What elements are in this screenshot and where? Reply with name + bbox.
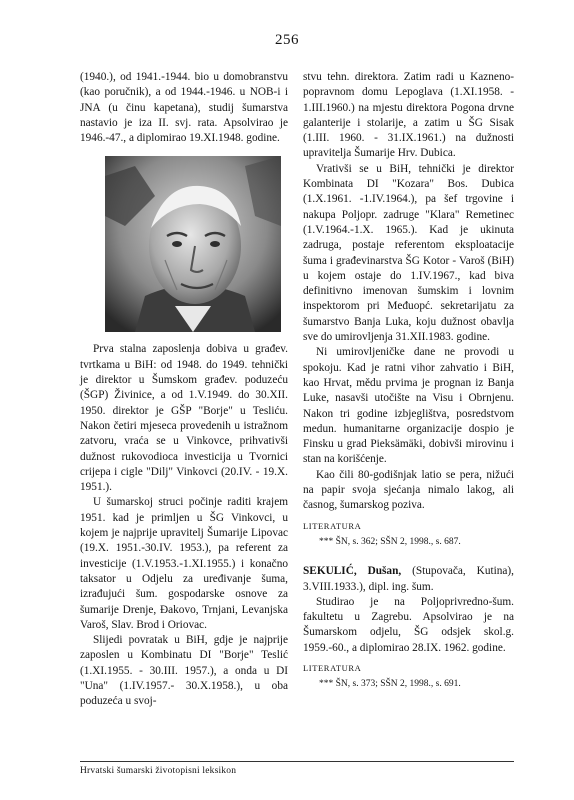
paragraph-forestry-career: U šumarskoj struci počinje raditi krajem 1951. kad je primljen u ŠG Vinkovci, u kojem je najprije upravitelj Šumarije Lipovac (19.X. 1951.-30.IV. 1953.), pa referent za investicije (1.V.1953.-1.XI.1955.) i konačno taksator u Odjelu za uređivanje šuma, izrađujući šum. gospodarske osnove za šumarije Drenje, Đakovo, Trnjani, Levanjska Varoš, Slav. Brod i Oriovac. — [80, 496, 288, 631]
paragraph-employment: Prva stalna zaposlenja dobiva u građev. tvrtkama u BiH: od 1948. do 1949. tehnički je direktor u Šumskom građev. poduzeću (ŠGP) Živinice, a od 1.V.1949. do 30.XII. 1950. direktor je GŠP "Borje" u Tesliću. Nakon četiri mjeseca provedenih u istražnom zatvoru, vraća se u Vinkovce, prihvativši dužnost rukovodioca investicija u Tvornici crijepa i cigle "Dilj" Vinkovci (20.IV. - 19.X. 1951.). — [80, 343, 288, 494]
left-column — [80, 70, 288, 710]
entry-body: Studirao je na Poljoprivredno-šum. fakultetu u Zagrebu. Apsolvirao je na Šumarskom odjelu, ŠG odsjek skol.g. 1959.-60., a diplomirao 28.IX. 1962. godine. — [303, 595, 514, 654]
entry-sekulic — [303, 564, 514, 595]
paragraph-career-start: (1940.), od 1941.-1944. bio u domobranstvu (kao poručnik), a od 1944.-1946. u NOB-i i JNA (u činu kapetana), studij šumarstva nastavio je iza II. svj. rata. Apsolvirao je 1946.-47., a diplomirao 19.XI.1948. godine. — [80, 71, 288, 145]
literature-reference-2: *** ŠN, s. 373; SŠN 2, 1998., s. 691. — [319, 679, 461, 690]
footer-divider — [80, 761, 514, 762]
right-column — [303, 70, 514, 707]
portrait-image — [105, 156, 281, 332]
paragraph-return-bih: Slijedi povratak u BiH, gdje je najprije zaposlen u Kombinatu DI "Borje" Teslić (1.XI.1955. - 30.III. 1957.), a onda u DI "Una" (1.IV.1957.- 30.X.1958.), u oba poduzeća u svoj- — [80, 634, 288, 708]
literature-heading-2: LITERATURA — [303, 662, 362, 673]
paragraph-retirement: Ni umirovljeničke dane ne provodi u spokoju. Kad je ratni vihor zahvatio i BiH, kao Hrvat, mědu prvima je prognan iz Banja Luke, nasavši utočište na Visu i Obrnjenu. Nakon tri godine izbjeglištva, posredstvom medun. humanitarne organizacije dospio je Finsku u grad Pieksämäki, dobivši mirovinu i stan na korišćenje. — [303, 346, 514, 466]
entry-intro: (Stupovača, Kutina), 3.VIII.1933.), dipl. ing. šum. — [303, 565, 514, 593]
literature-heading: LITERATURA — [303, 520, 362, 531]
entry-name: SEKULIĆ, Dušan, — [303, 565, 402, 578]
paragraph-continuation: stvu tehn. direktora. Zatim radi u Kazneno-popravnom domu Lepoglava (1.XI.1958. - 1.III.1960.) na mjestu direktora Pogona drvne galanterije i stolarije, a zatim u ŠG Sisak (1.III. 1960. - 31.IX.1961.) na dužnosti upravitelja Šumarije Hrv. Dubica. — [303, 71, 514, 160]
page-number: 256 — [275, 32, 299, 48]
paragraph-memoirs: Kao čili 80-godišnjak latio se pera, nižući na papir svoja sjećanja nimalo lakog, ali časnog, šumarskog poziva. — [303, 468, 514, 512]
footer-title: Hrvatski šumarski životopisni leksikon — [80, 766, 237, 776]
literature-reference: *** ŠN, s. 362; SŠN 2, 1998., s. 687. — [319, 536, 461, 547]
paragraph-kozara: Vrativši se u BiH, tehnički je direktor Kombinata DI "Kozara" Bos. Dubica (1.X.1961. -1.IV.1964.), pa šef trgovine i nakupa Poljopr. zadruge "Klara" Remetinec (1.V.1964.-1.X. 1965.). Kad je ukinuta zadruga, postaje referentom eksploatacije šuma i građevinarstva ŠG Kotor - Varoš (BiH) u kojem ostaje do 1.IV.1967., kad biva definitivno imenovan šumskim i lovnim inspektorom pri Međuopć. sekretarijatu za šumarstvo Banja Luka, koju dužnost obavlja sve do umirovljenja 31.XII.1983. godine. — [303, 162, 514, 344]
portrait-photo — [105, 156, 281, 332]
